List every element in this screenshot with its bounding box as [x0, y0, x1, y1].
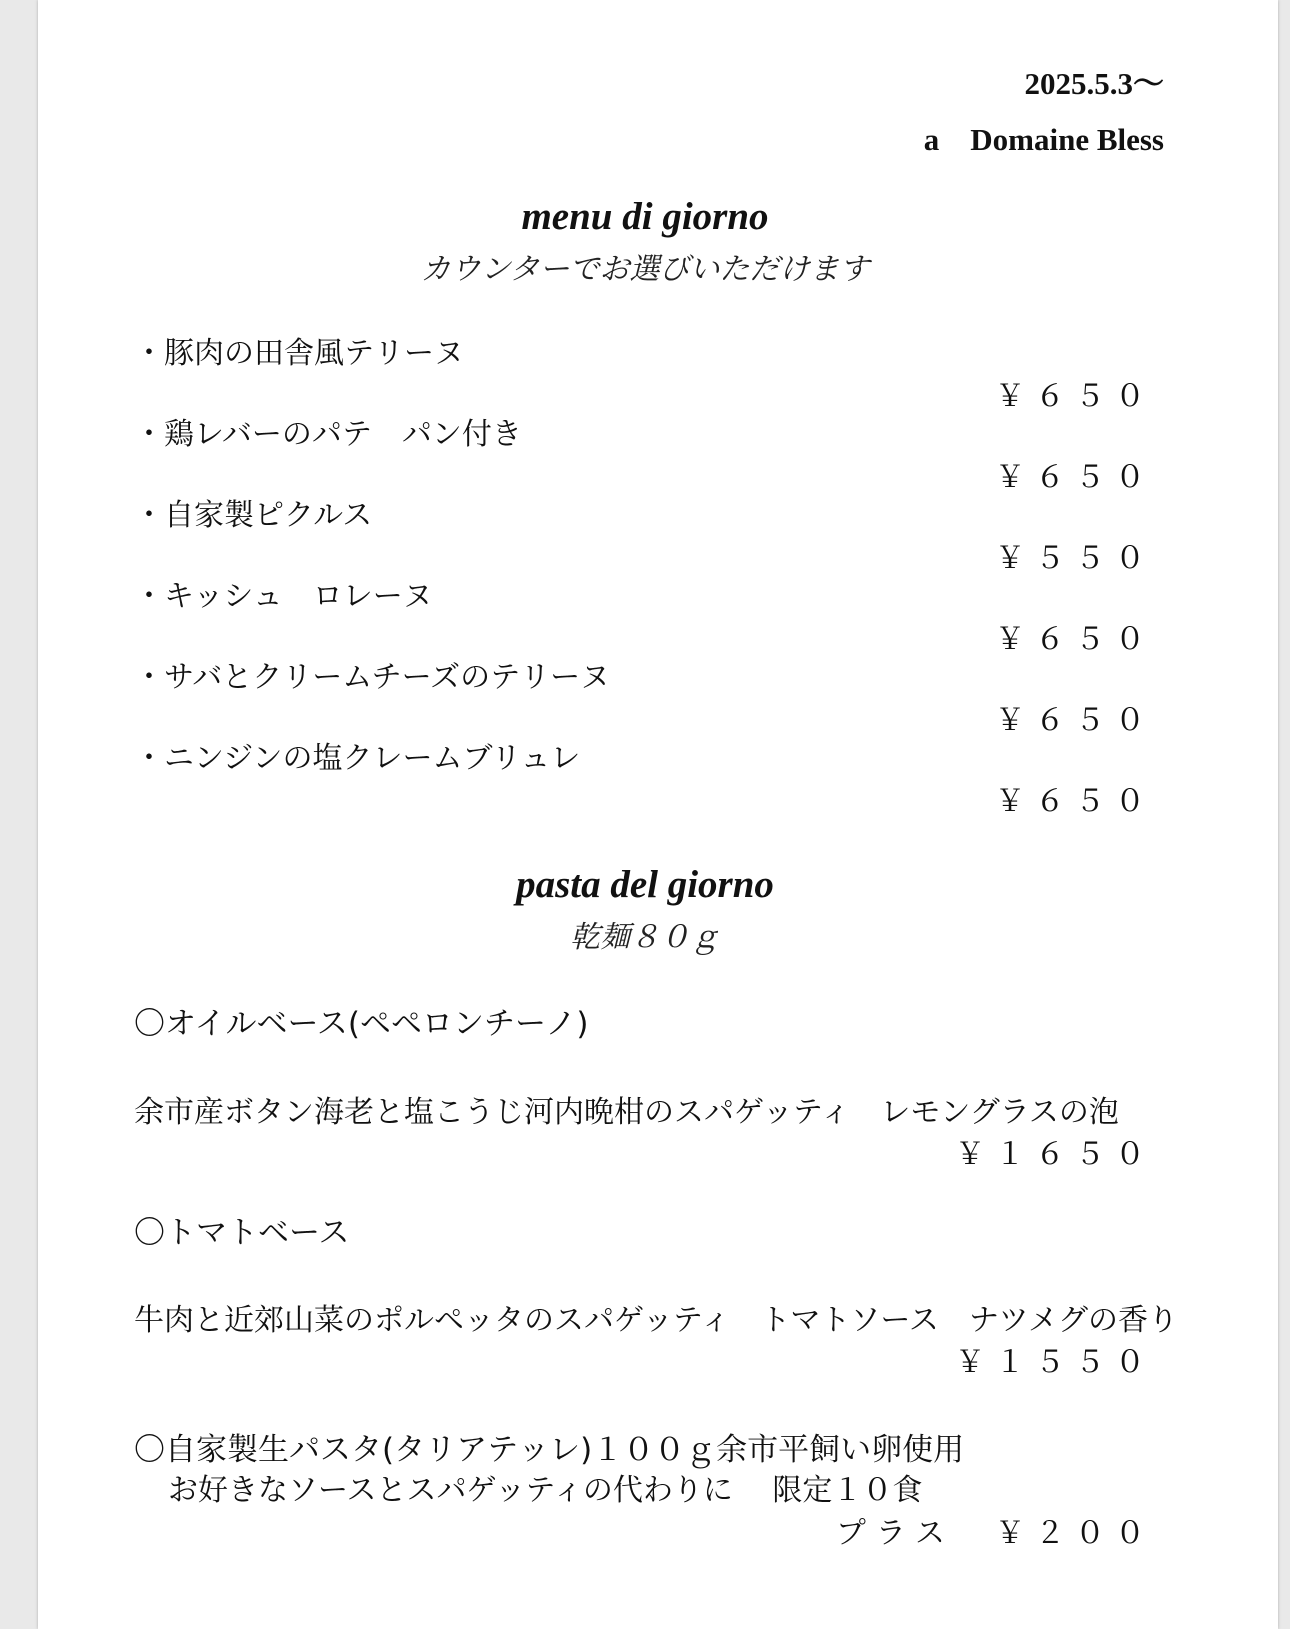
oil-pasta-dish: 余市産ボタン海老と塩こうじ河内晩柑のスパゲッティ レモングラスの泡: [134, 1095, 1119, 1130]
menu-date: 2025.5.3〜: [1024, 66, 1164, 101]
menu-item-price: ￥６５０: [995, 622, 1155, 657]
menu-item-price: ￥６５０: [995, 460, 1155, 495]
oil-pasta-price: ￥１６５０: [955, 1137, 1155, 1172]
oil-base-heading: 〇オイルベース(ペペロンチーノ): [134, 1006, 589, 1042]
menu-item-name: ・キッシュ ロレーヌ: [134, 579, 433, 614]
menu-item-name: ・ニンジンの塩クレームブリュレ: [134, 741, 581, 776]
menu-item-price: ￥６５０: [995, 379, 1155, 414]
menu-item-price: ￥５５０: [995, 541, 1155, 576]
menu-section-subtitle: カウンターでお選びいただけます: [420, 252, 870, 287]
menu-item-name: ・鶏レバーのパテ パン付き: [134, 417, 522, 452]
tomato-pasta-price: ￥１５５０: [955, 1345, 1155, 1380]
menu-item-name: ・豚肉の田舎風テリーヌ: [134, 336, 464, 371]
pasta-section-subtitle: 乾麺８０ｇ: [570, 920, 720, 955]
menu-section-title: menu di giorno: [521, 195, 769, 238]
menu-item-price: ￥６５０: [995, 784, 1155, 819]
menu-item-price: ￥６５０: [995, 703, 1155, 738]
shop-name: a Domaine Bless: [923, 122, 1164, 157]
menu-item-name: ・サバとクリームチーズのテリーヌ: [134, 660, 611, 695]
tomato-pasta-dish: 牛肉と近郊山菜のポルペッタのスパゲッティ トマトソース ナツメグの香り: [134, 1303, 1178, 1338]
menu-item-name: ・自家製ピクルス: [134, 498, 373, 533]
tomato-base-heading: 〇トマトベース: [134, 1215, 350, 1251]
fresh-pasta-note: お好きなソースとスパゲッティの代わりに 限定１０食: [168, 1473, 923, 1508]
fresh-pasta-price: プラス ￥２００: [835, 1516, 1155, 1551]
fresh-pasta-heading: 〇自家製生パスタ(タリアテッレ)１００ｇ余市平飼い卵使用: [134, 1432, 965, 1468]
pasta-section-title: pasta del giorno: [516, 863, 774, 906]
